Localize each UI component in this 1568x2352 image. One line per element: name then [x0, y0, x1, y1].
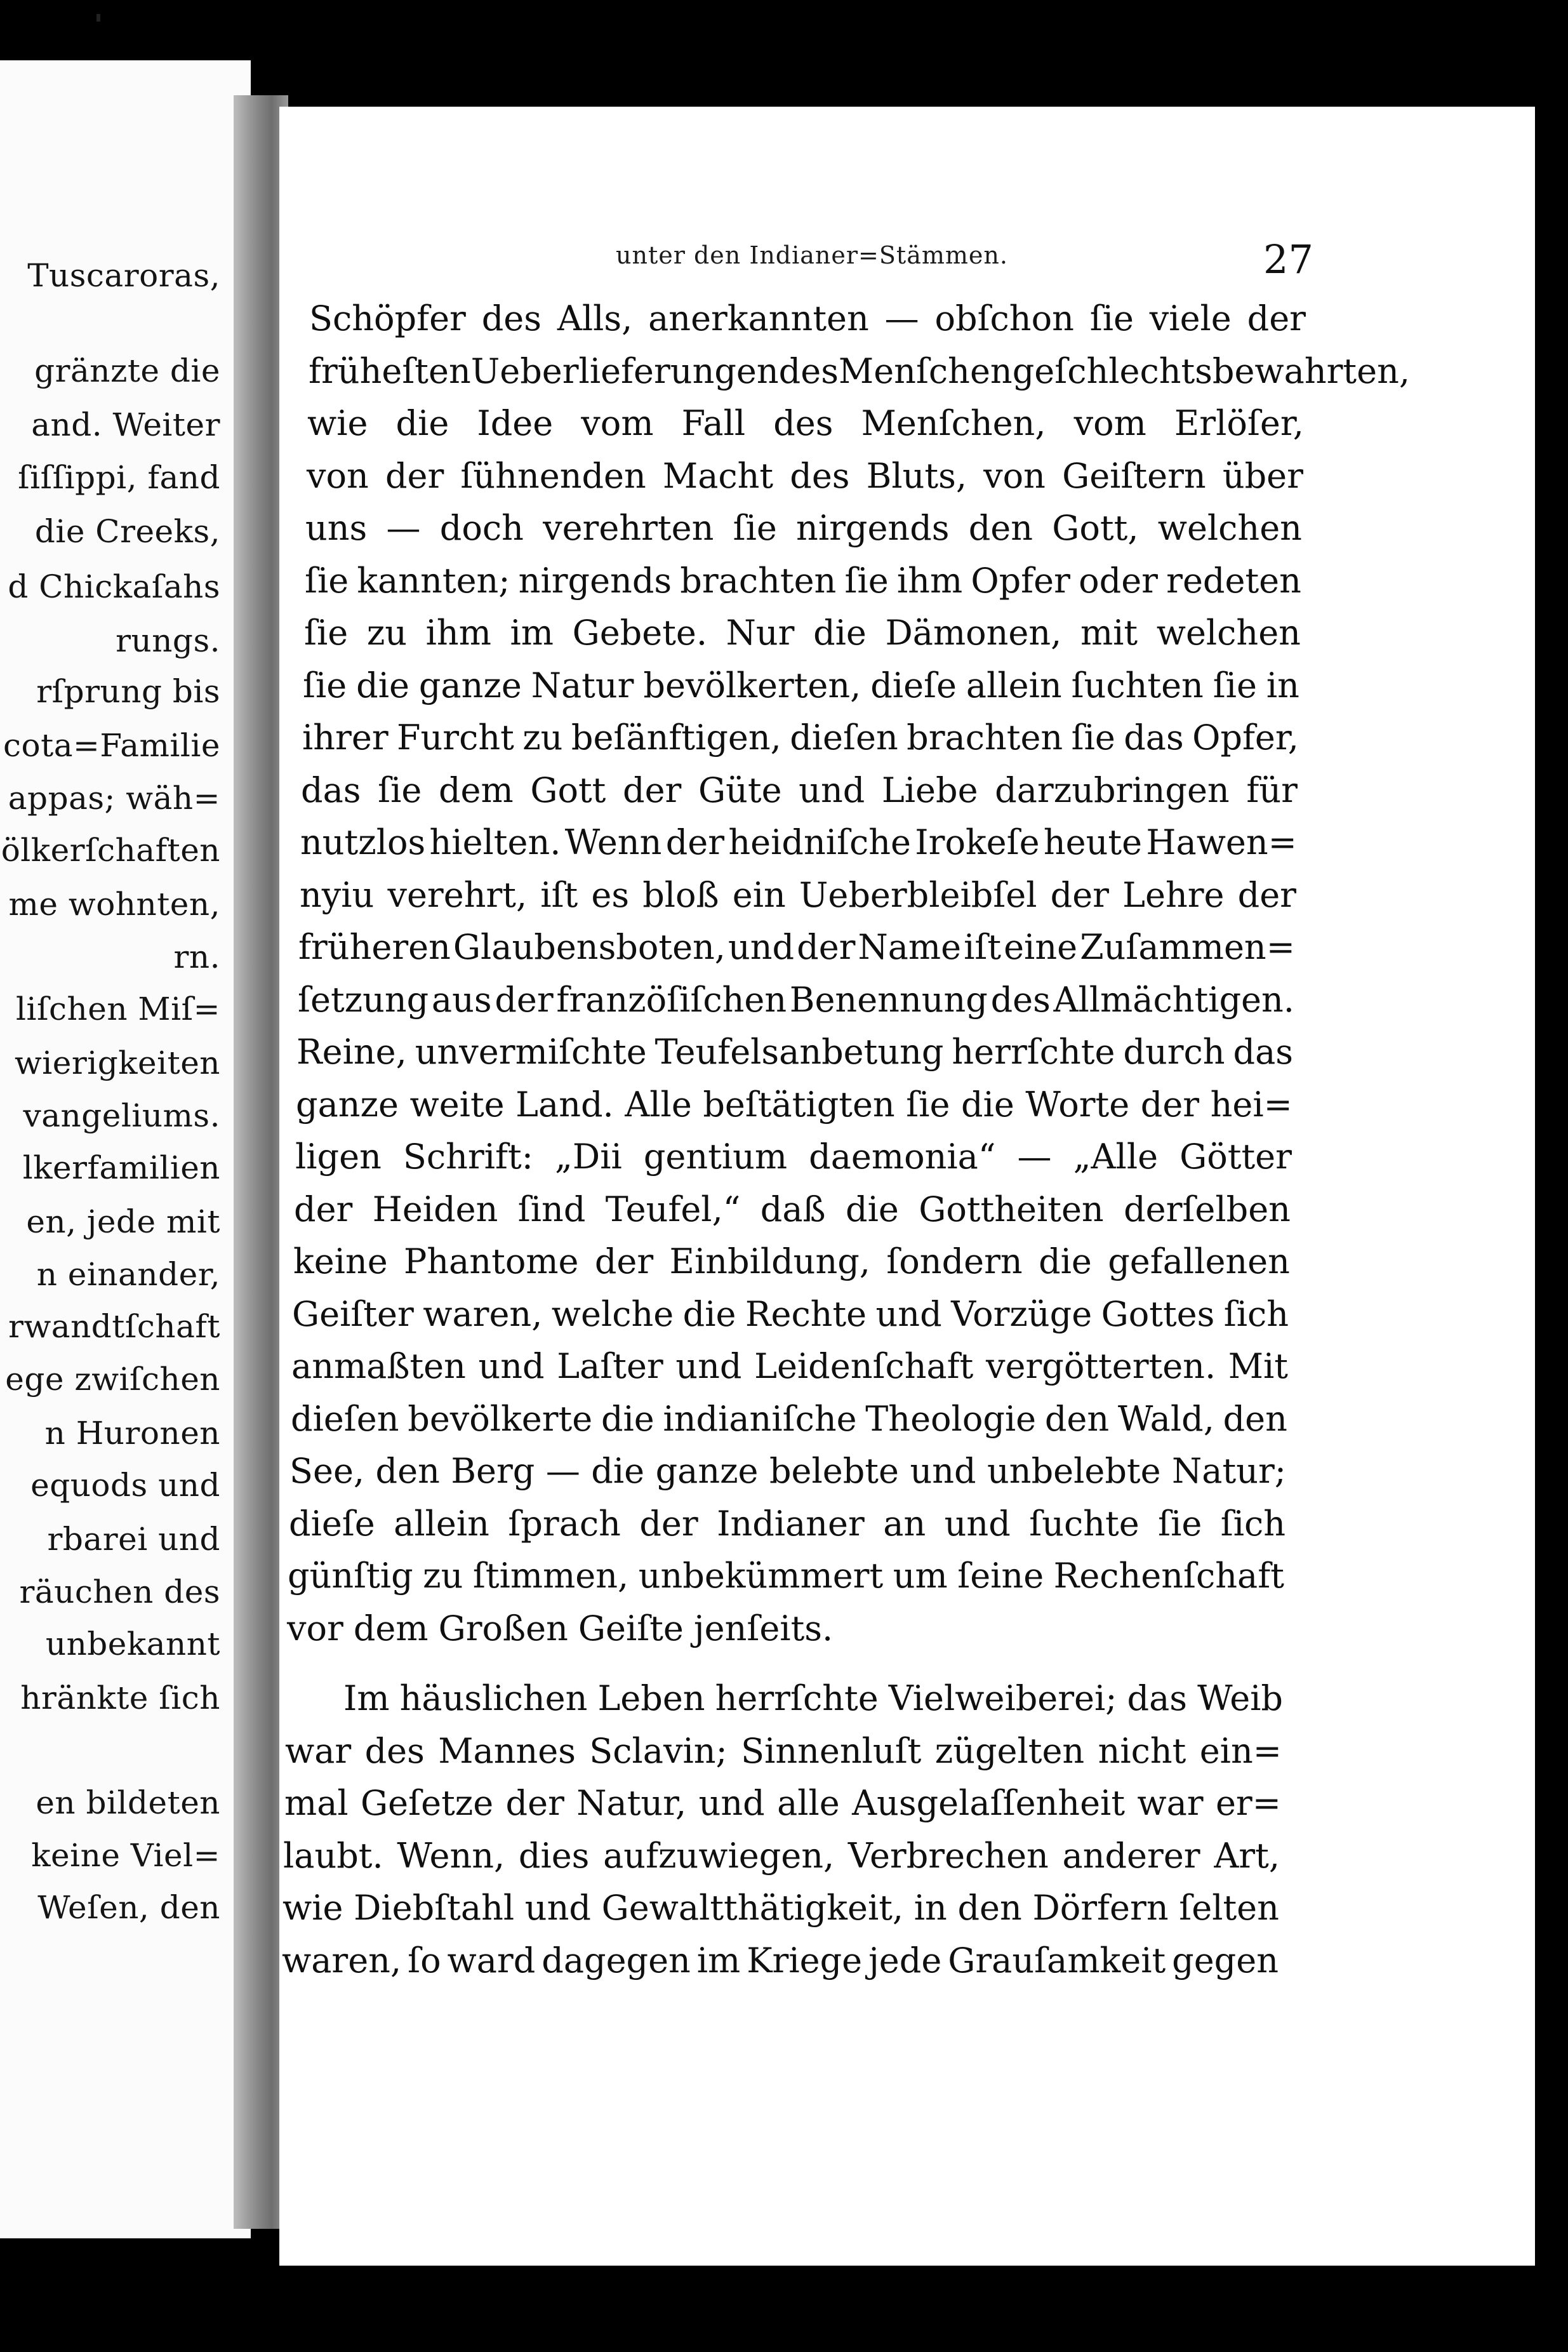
text-line: ſie die ganze Natur bevölkerten, dieſe allein ſuchten ſie in [303, 665, 1299, 705]
text-line: mal Geſetze der Natur, und alle Ausgelaſſenheit war er= [284, 1783, 1281, 1823]
left-page-line: keine Viel= [31, 1837, 220, 1874]
text-line: nyiu verehrt, iſt es bloß ein Ueberbleibſel der Lehre der [300, 875, 1296, 915]
left-page-line: equods und [30, 1467, 220, 1504]
running-head: unter den Indianer=Stämmen. [616, 241, 1008, 269]
left-page-line: and. Weiter [31, 406, 220, 443]
text-line: früheren Glaubensboten, und der Name iſt eine Zuſammen= [298, 927, 1295, 967]
text-line: ligen Schrift: „Dii gentium daemonia“ — „Alle Götter [295, 1137, 1292, 1177]
text-line: ſie zu ihm im Gebete. Nur die Dämonen, mit welchen [304, 613, 1301, 653]
text-line: ihrer Furcht zu beſänftigen, dieſen brachten ſie das Opfer, [302, 718, 1299, 758]
left-page-line: n Huronen [44, 1415, 220, 1452]
text-line: anmaßten und Laſter und Leidenſchaft vergötterten. Mit [291, 1346, 1288, 1386]
text-line: Reine, unvermiſchte Teufelsanbetung herrſchte durch das [296, 1032, 1293, 1072]
left-page-line: wierigkeiten [14, 1045, 220, 1081]
text-line: Schöpfer des Alls, anerkannten — obſchon ſie viele der [309, 298, 1306, 338]
text-line: dieſe allein ſprach der Indianer an und ſuchte ſie ſich [289, 1504, 1286, 1544]
left-page-line: n einander, [36, 1256, 220, 1293]
text-line: günſtig zu ſtimmen, unbekümmert um ſeine Rechenſchaft [288, 1556, 1284, 1596]
left-page-line: cota=Familie [3, 727, 220, 764]
page-number: 27 [1263, 236, 1313, 283]
scan-speck [96, 14, 100, 22]
text-line: wie Diebſtahl und Gewaltthätigkeit, in den Dörfern ſelten [282, 1888, 1279, 1928]
left-page-line: ege zwiſchen [5, 1361, 220, 1398]
text-line: war des Mannes Sclavin; Sinnenluſt zügelten nicht ein= [285, 1731, 1282, 1771]
text-line: früheſten Ueberlieferungen des Menſchengeſchlechts bewahrten, [309, 351, 1411, 391]
left-page-line: lkerfamilien [22, 1149, 220, 1186]
text-line: See, den Berg — die ganze belebte und unbelebte Natur; [289, 1451, 1286, 1491]
left-page-line: d Chickaſahs [8, 568, 220, 605]
left-page-line: liſchen Miſ= [16, 991, 220, 1027]
text-line: Im häuslichen Leben herrſchte Vielweiberei; das Weib [343, 1678, 1283, 1718]
left-page-line: rſprung bis [36, 673, 220, 710]
text-line: keine Phantome der Einbildung, ſondern die gefallenen [293, 1241, 1290, 1281]
left-page-line: en bildeten [36, 1784, 220, 1821]
text-line: dieſen bevölkerte die indianiſche Theologie den Wald, den [291, 1399, 1287, 1439]
left-page-line: appas; wäh= [8, 780, 220, 817]
text-line: der Heiden ſind Teufel,“ daß die Gottheiten derſelben [294, 1189, 1291, 1229]
text-line: laubt. Wenn, dies aufzuwiegen, Verbrechen anderer Art, [283, 1836, 1280, 1876]
text-line: nutzlos hielten. Wenn der heidniſche Irokeſe heute Hawen= [300, 822, 1297, 862]
text-line: vor dem Großen Geiſte jenſeits. [287, 1608, 834, 1648]
text-line: wie die Idee vom Fall des Menſchen, vom Erlöſer, [307, 403, 1304, 443]
left-page-line: me wohnten, [8, 886, 220, 923]
left-page-line: ſiſſippi, fand [18, 459, 220, 496]
left-page-line: hränkte ſich [20, 1680, 220, 1716]
left-page-line: vangeliums. [23, 1097, 220, 1134]
text-line: das ſie dem Gott der Güte und Liebe darzubringen für [301, 770, 1298, 810]
text-line: ganze weite Land. Alle beſtätigten ſie die Worte der hei= [296, 1085, 1292, 1125]
text-line: uns — doch verehrten ſie nirgends den Gott, welchen [305, 508, 1302, 548]
text-line: Geiſter waren, welche die Rechte und Vorzüge Gottes ſich [292, 1294, 1289, 1334]
left-page-line: unbekannt [45, 1626, 220, 1662]
text-line: von der ſühnenden Macht des Bluts, von Geiſtern über [307, 456, 1303, 496]
left-page-line: ölkerſchaften [1, 832, 220, 869]
left-page [0, 60, 251, 2238]
left-page-line: Tuscaroras, [27, 257, 220, 294]
text-line: ſie kannten; nirgends brachten ſie ihm Opfer oder redeten [305, 561, 1301, 601]
text-line: ſetzung aus der franzöſiſchen Benennung des Allmächtigen. [298, 980, 1294, 1020]
left-page-line: rn. [173, 939, 220, 975]
left-page-line: Weſen, den [37, 1889, 220, 1926]
left-page-line: en, jede mit [26, 1203, 220, 1240]
left-page-line: die Creeks, [34, 513, 220, 550]
left-page-line: rwandtſchaft [8, 1308, 220, 1345]
left-page-line: räuchen des [19, 1574, 220, 1610]
left-page-line: rbarei und [47, 1521, 220, 1558]
left-page-line: rungs. [116, 622, 220, 659]
left-page-line: gränzte die [34, 352, 220, 389]
text-line: waren, ſo ward dagegen im Kriege jede Grauſamkeit gegen [282, 1941, 1279, 1981]
